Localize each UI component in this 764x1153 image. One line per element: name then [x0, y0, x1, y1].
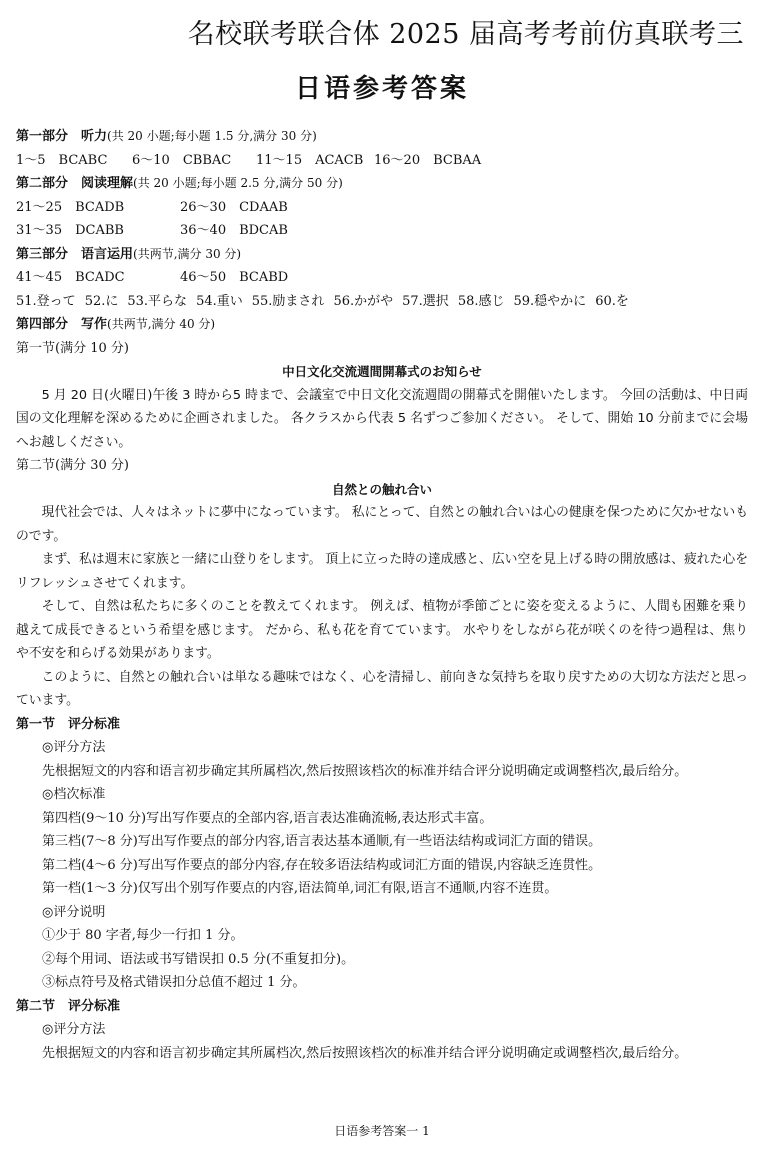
part3-answers-row1: [16, 266, 748, 290]
exam-header-title: 名校联考联合体 2025 届高考考前仿真联考三: [187, 19, 744, 50]
scoring1-notes-label: ◎评分说明: [42, 904, 106, 920]
essay-paragraph: このように、自然との触れ合いは単なる趣味ではなく、心を清掃し、前向きな気持ちを取り戻すための大切な方法だと思っています。: [16, 669, 748, 708]
scoring-level: 第三档(7～8 分)写出写作要点的部分内容,语言表达基本通顺,有一些语法结构或词汇方面的错误。: [42, 834, 602, 849]
answer-group: 16～20 BCBAA: [374, 152, 482, 168]
fill-answer: 60.を: [595, 293, 629, 309]
scoring1-method-text: 先根据短文的内容和语言初步确定其所属档次,然后按照该档次的标准并结合评分说明确定或调整档次,最后给分。: [42, 763, 688, 779]
answer-group: 1～5 BCABC: [16, 152, 108, 168]
part1-heading: 第一部分 听力: [16, 129, 108, 144]
part1-heading-line: [16, 125, 748, 149]
fill-answer: 57.選択: [402, 293, 449, 309]
notice-title: 中日文化交流週間開幕式のお知らせ: [282, 364, 482, 379]
part4-heading-line: [16, 313, 748, 337]
answer-group: 36～40 BDCAB: [180, 223, 288, 238]
part2-answers-row2: [16, 219, 748, 243]
answer-content: [16, 125, 748, 1065]
scoring-note: ③标点符号及格式错误扣分总值不超过 1 分。: [42, 975, 306, 990]
fill-answer: 54.重い: [196, 293, 243, 309]
answer-group: 46～50 BCABD: [180, 270, 289, 285]
scoring1-heading: 第一节 评分标准: [16, 716, 121, 732]
part1-note: (共 20 小题;每小题 1.5 分,满分 30 分): [107, 129, 317, 143]
scoring-note: ①少于 80 字者,每少一行扣 1 分。: [42, 928, 244, 943]
scoring2-method-text: 先根据短文的内容和语言初步确定其所属档次,然后按照该档次的标准并结合评分说明确定或调整档次,最后给分。: [42, 1045, 688, 1061]
part3-heading: 第三部分 语言运用: [16, 246, 134, 262]
answer-group: 6～10 CBBAC: [132, 152, 232, 168]
scoring-level: 第四档(9～10 分)写出写作要点的全部内容,语言表达准确流畅,表达形式丰富。: [42, 810, 493, 826]
part2-heading: 第二部分 阅读理解: [16, 176, 134, 191]
answer-group: 41～45 BCADC: [16, 270, 125, 285]
part1-answers: [16, 149, 748, 173]
scoring-level: 第二档(4～6 分)写出写作要点的部分内容,存在较多语法结构或词汇方面的错误,内容缺乏连贯性。: [42, 857, 602, 873]
fill-answer: 52.に: [84, 293, 119, 309]
part2-answers-row1: [16, 196, 748, 220]
answer-group: 21～25 BCADB: [16, 199, 125, 215]
fill-answer: 51.登って: [16, 293, 76, 309]
essay-title: 自然との触れ合い: [331, 481, 432, 497]
part2-heading-line: [16, 172, 748, 196]
part4-note: (共两节,满分 40 分): [107, 317, 216, 331]
answer-group: 31～35 DCABB: [16, 223, 124, 238]
scoring1-levels-label: ◎档次标准: [42, 787, 106, 802]
notice-text: 5 月 20 日(火曜日)午後 3 時から5 時まで、会議室で中日文化交流週間の開幕式を開催いたします。 今回の活動は、中日両国の文化理解を深めるために企画されました。 各クラスから代表 5 名ずつご参加ください。 そして、開始 10 分前までに会場へお越しください。: [16, 387, 748, 450]
part2-note: (共 20 小题;每小题 2.5 分,满分 50 分): [133, 176, 343, 190]
scoring1-method-label: ◎评分方法: [42, 740, 106, 755]
fill-answer: 53.平らな: [127, 293, 188, 309]
part4-section2-label: 第二节(满分 30 分): [16, 458, 129, 473]
fill-answer: 56.かがや: [333, 293, 394, 309]
part3-heading-line: [16, 243, 748, 267]
essay-paragraph: 現代社会では、人々はネットに夢中になっています。 私にとって、自然との触れ合いは心の健康を保つために欠かせないものです。: [16, 505, 748, 544]
part4-heading: 第四部分 写作: [16, 317, 108, 332]
scoring2-method-label: ◎评分方法: [42, 1022, 106, 1037]
scoring-level: 第一档(1～3 分)仅写出个别写作要点的内容,语法简单,词汇有限,语言不通顺,内容不连贯。: [42, 881, 558, 896]
part3-fill-answers: [16, 290, 748, 314]
scoring2-heading: 第二节 评分标准: [16, 998, 121, 1014]
answer-group: 11～15 ACACB: [256, 152, 364, 168]
page-footer: 日语参考答案一 1: [334, 1124, 430, 1138]
fill-answer: 58.感じ: [457, 293, 505, 309]
part4-section1-label: 第一节(满分 10 分): [16, 340, 129, 356]
document-title: 日语参考答案: [294, 74, 469, 104]
fill-answer: 55.励まされ: [251, 293, 325, 309]
scoring-note: ②每个用词、语法或书写错误扣 0.5 分(不重复扣分)。: [42, 951, 355, 967]
fill-answer: 59.穏やかに: [513, 293, 587, 309]
answer-group: 26～30 CDAAB: [180, 199, 288, 215]
essay-paragraph: そして、自然は私たちに多くのことを教えてくれます。 例えば、植物が季節ごとに姿を変えるように、人間も困難を乗り越えて成長できるという希望を感じます。 だから、私も花を育てています。 水やりをしながら花が咲くのを待つ過程は、焦りや不安を和らげる効果があります。: [16, 599, 748, 661]
part3-note: (共两节,满分 30 分): [133, 246, 242, 261]
essay-paragraph: まず、私は週末に家族と一緒に山登りをします。 頂上に立った時の達成感と、広い空を見上げる時の開放感は、疲れた心をリフレッシュさせてくれます。: [16, 552, 748, 591]
